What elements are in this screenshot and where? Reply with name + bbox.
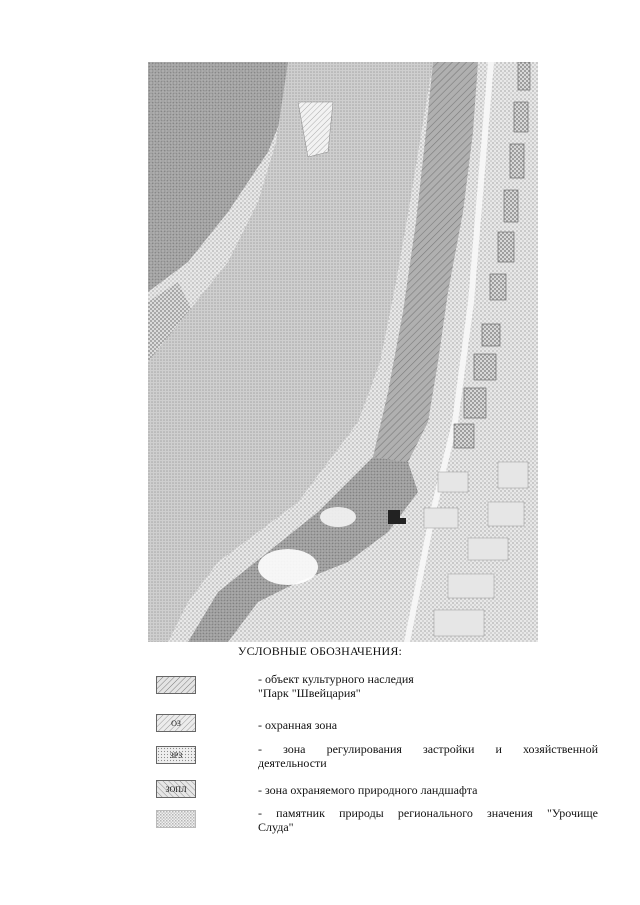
legend-line: - объект культурного наследия — [258, 672, 414, 686]
aerial-map — [148, 62, 538, 642]
swatch-code: ЗОПЛ — [165, 784, 187, 794]
map-view[interactable] — [148, 62, 538, 642]
swatch-protection-zone — [156, 714, 196, 732]
swatch-natural-monument — [156, 810, 196, 828]
swatch-development-regulation-zone — [156, 746, 196, 764]
swatch-heritage-object — [156, 676, 196, 694]
legend-line: - зона регулирования застройки и хозяйственной — [258, 742, 598, 756]
legend-desc-development-regulation-zone — [258, 742, 598, 770]
legend-line: Слуда" — [258, 820, 294, 834]
legend-desc-natural-landscape-zone — [258, 783, 598, 797]
legend-title: УСЛОВНЫЕ ОБОЗНАЧЕНИЯ: — [237, 644, 403, 658]
legend-line: - зона охраняемого природного ландшафта — [258, 783, 478, 797]
swatch-natural-landscape-zone — [156, 780, 196, 798]
legend-line: "Парк "Швейцария" — [258, 686, 361, 700]
swatch-code: ОЗ — [171, 718, 181, 728]
legend-line: - охранная зона — [258, 718, 338, 732]
legend-desc-protection-zone — [258, 718, 598, 732]
legend-desc-heritage-object — [258, 672, 598, 700]
legend-desc-natural-monument — [258, 806, 598, 834]
legend-line: - памятник природы регионального значения "Урочище — [258, 806, 598, 820]
legend-line: деятельности — [258, 756, 327, 770]
swatch-code: ЗРЗ — [169, 750, 183, 760]
